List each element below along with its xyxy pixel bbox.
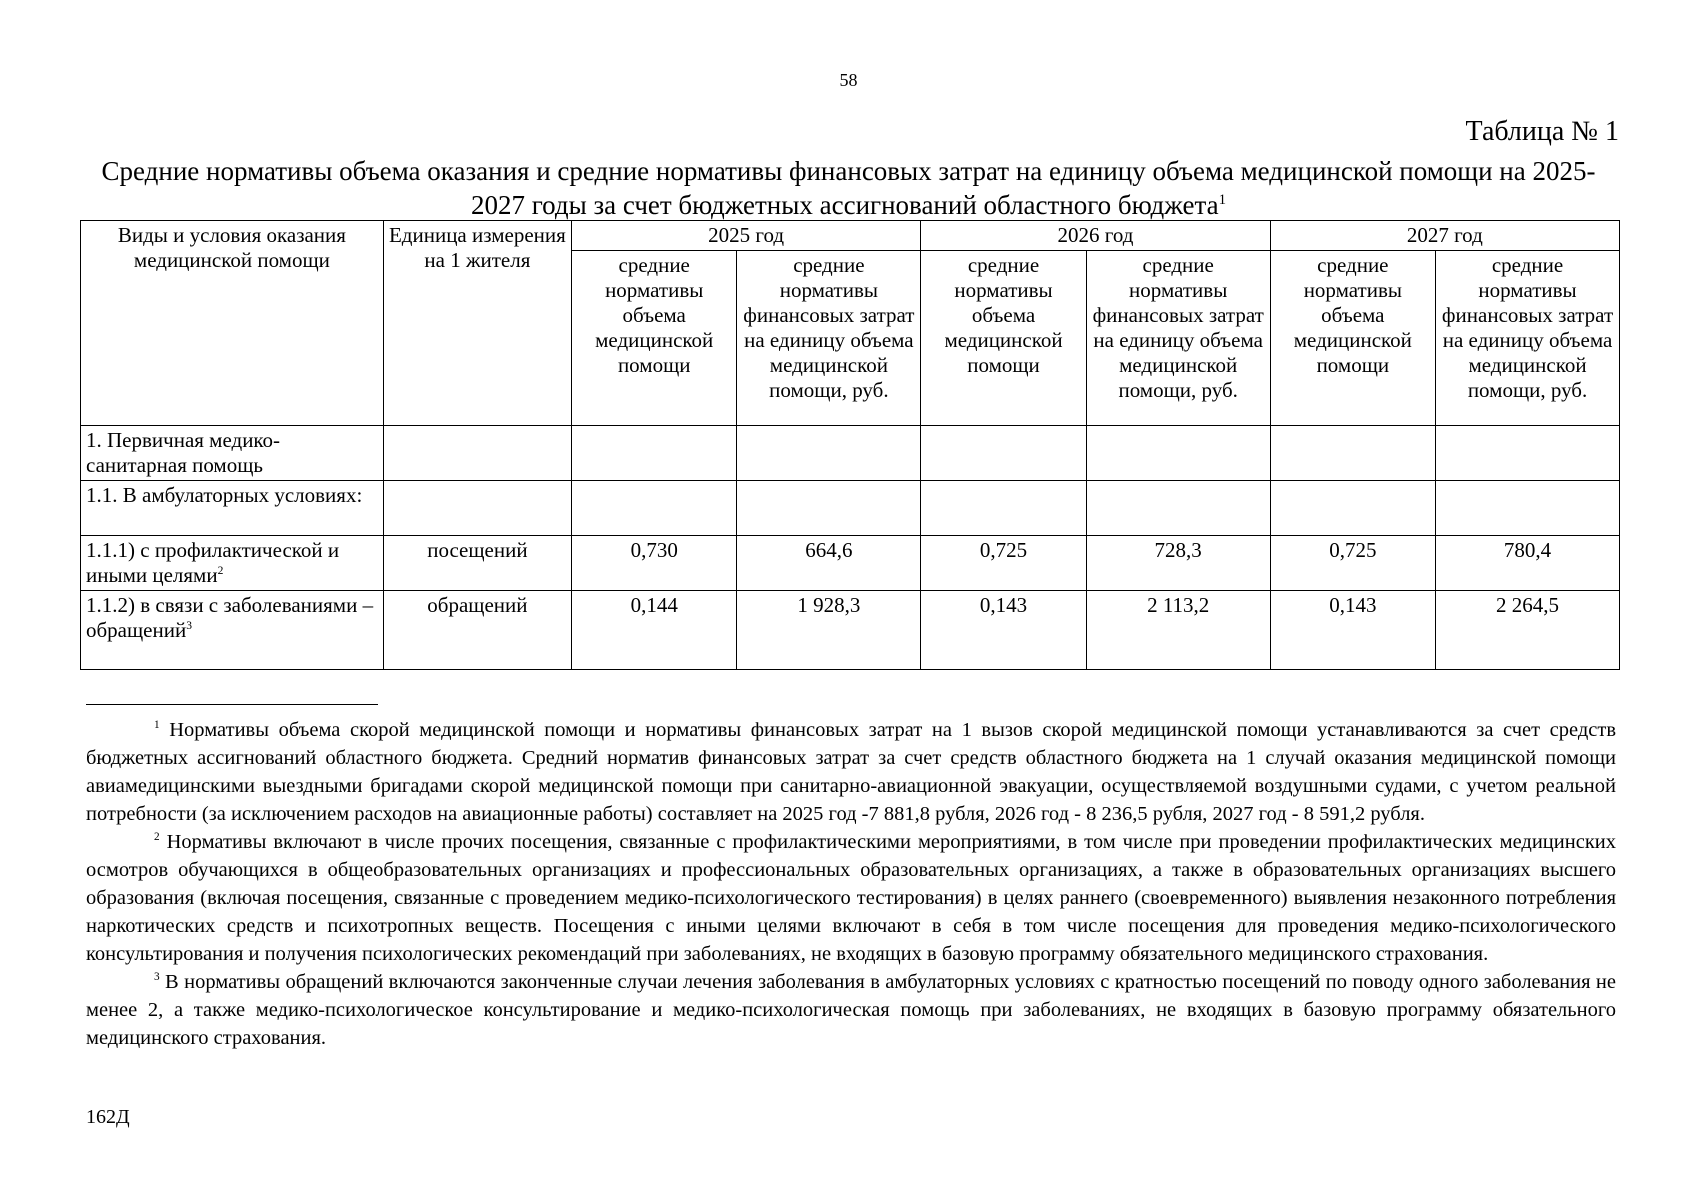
- header-row-years: [81, 221, 1620, 251]
- col-header-unit: Единица измерения на 1 жителя: [383, 221, 571, 426]
- table-label: Таблица № 1: [1465, 116, 1619, 147]
- volume-2027: [1270, 426, 1435, 481]
- cost-2025: 1 928,3: [737, 591, 921, 670]
- footnote-1: [86, 716, 1616, 828]
- title-footnote-ref: 1: [1218, 192, 1227, 208]
- row-name-cell: [81, 591, 384, 670]
- cost-2027: 780,4: [1436, 536, 1620, 591]
- volume-2027: 0,725: [1270, 536, 1435, 591]
- footnote-3: [86, 968, 1616, 1052]
- footnote-number: 1: [154, 719, 160, 732]
- volume-2025: [571, 426, 736, 481]
- footnote-text: В нормативы обращений включаются законченные случаи лечения заболевания в амбулаторных условиях с кратностью посещений по поводу одного заболевания не менее 2, а также медико-психологическое консультирование и медико-психологическая помощь при заболеваниях, не входящих в базовую программу обязательного медицинского страхования.: [86, 971, 1617, 1049]
- row-name-cell: [81, 536, 384, 591]
- cost-2025: [737, 426, 921, 481]
- document-code: 162Д: [86, 1106, 130, 1128]
- sub-header-cost-2026: средние нормативы финансовых затрат на единицу объема медицинской помощи, руб.: [1086, 251, 1270, 426]
- volume-2026: [921, 481, 1086, 536]
- footnote-2: [86, 828, 1616, 968]
- volume-2027: 0,143: [1270, 591, 1435, 670]
- cost-2025: 664,6: [737, 536, 921, 591]
- cost-2025: [737, 481, 921, 536]
- row-footnote-ref: 3: [186, 620, 192, 632]
- volume-2027: [1270, 481, 1435, 536]
- volume-2025: 0,144: [571, 591, 736, 670]
- volume-2025: [571, 481, 736, 536]
- cost-2026: 2 113,2: [1086, 591, 1270, 670]
- row-footnote-ref: 2: [217, 565, 224, 577]
- cost-2026: 728,3: [1086, 536, 1270, 591]
- footnote-separator: [86, 704, 378, 705]
- row-unit: обращений: [383, 591, 571, 670]
- cost-2027: 2 264,5: [1436, 591, 1620, 670]
- footnote-number: 3: [154, 971, 160, 984]
- norms-table: [80, 220, 1620, 670]
- row-unit: [383, 481, 571, 536]
- cost-2027: [1436, 481, 1620, 536]
- document-title-text: Средние нормативы объема оказания и средние нормативы финансовых затрат на единицу объема медицинской помощи на 2025-2027 годы за счет бюджетных ассигнований областного бюджета: [101, 156, 1596, 220]
- table-row: [81, 536, 1620, 591]
- row-unit: [383, 426, 571, 481]
- table-row: [81, 481, 1620, 536]
- document-title: [80, 154, 1617, 222]
- row-name: 1.1.1) с профилактической и иными целями: [86, 538, 340, 587]
- year-header-2026: 2026 год: [921, 221, 1270, 251]
- page-number: 58: [839, 70, 858, 90]
- sub-header-volume-2027: средние нормативы объема медицинской помощи: [1270, 251, 1435, 426]
- cost-2026: [1086, 481, 1270, 536]
- volume-2025: 0,730: [571, 536, 736, 591]
- table-row: [81, 426, 1620, 481]
- footnote-text: Нормативы включают в числе прочих посещения, связанные с профилактическими мероприятиями, в том числе при проведении профилактических медицинских осмотров обучающихся в общеобразовательных организациях и профессиональных образовательных организациях, а также в образовательных организациях высшего образования (включая посещения, связанные с проведением медико-психологического тестирования) в целях раннего (своевременного) выявления незаконного потребления наркотических средств и психотропных веществ. Посещения с иными целями включают в себя в том числе посещения для проведения медико-психологического консультирования и получения психологических рекомендаций при заболеваниях, не входящих в базовую программу обязательного медицинского страхования.: [86, 831, 1616, 965]
- row-unit: посещений: [383, 536, 571, 591]
- table-row: [81, 591, 1620, 670]
- year-header-2025: 2025 год: [571, 221, 920, 251]
- row-name: 1.1. В амбулаторных условиях:: [81, 481, 384, 536]
- footnote-text: Нормативы объема скорой медицинской помощи и нормативы финансовых затрат на 1 вызов скорой медицинской помощи устанавливаются за счет средств бюджетных ассигнований областного бюджета. Средний норматив финансовых затрат за счет средств областного бюджета на 1 случай оказания медицинской помощи авиамедицинскими выездными бригадами скорой медицинской помощи при санитарно-авиационной эвакуации, осуществляемой воздушными судами, с учетом реальной потребности (за исключением расходов на авиационные работы) составляет на 2025 год -7 881,8 рубля, 2026 год - 8 236,5 рубля, 2027 год - 8 591,2 рубля.: [86, 719, 1616, 825]
- year-header-2027: 2027 год: [1270, 221, 1619, 251]
- volume-2026: 0,725: [921, 536, 1086, 591]
- footnotes: [86, 716, 1616, 1052]
- cost-2026: [1086, 426, 1270, 481]
- sub-header-cost-2027: средние нормативы финансовых затрат на единицу объема медицинской помощи, руб.: [1436, 251, 1620, 426]
- volume-2026: 0,143: [921, 591, 1086, 670]
- footnote-number: 2: [154, 831, 160, 844]
- cost-2027: [1436, 426, 1620, 481]
- sub-header-volume-2025: средние нормативы объема медицинской помощи: [571, 251, 736, 426]
- sub-header-volume-2026: средние нормативы объема медицинской помощи: [921, 251, 1086, 426]
- volume-2026: [921, 426, 1086, 481]
- row-name: 1.1.2) в связи с заболеваниями – обращений: [86, 593, 374, 642]
- sub-header-cost-2025: средние нормативы финансовых затрат на единицу объема медицинской помощи, руб.: [737, 251, 921, 426]
- col-header-type: Виды и условия оказания медицинской помощи: [81, 221, 384, 426]
- row-name: 1. Первичная медико-санитарная помощь: [81, 426, 384, 481]
